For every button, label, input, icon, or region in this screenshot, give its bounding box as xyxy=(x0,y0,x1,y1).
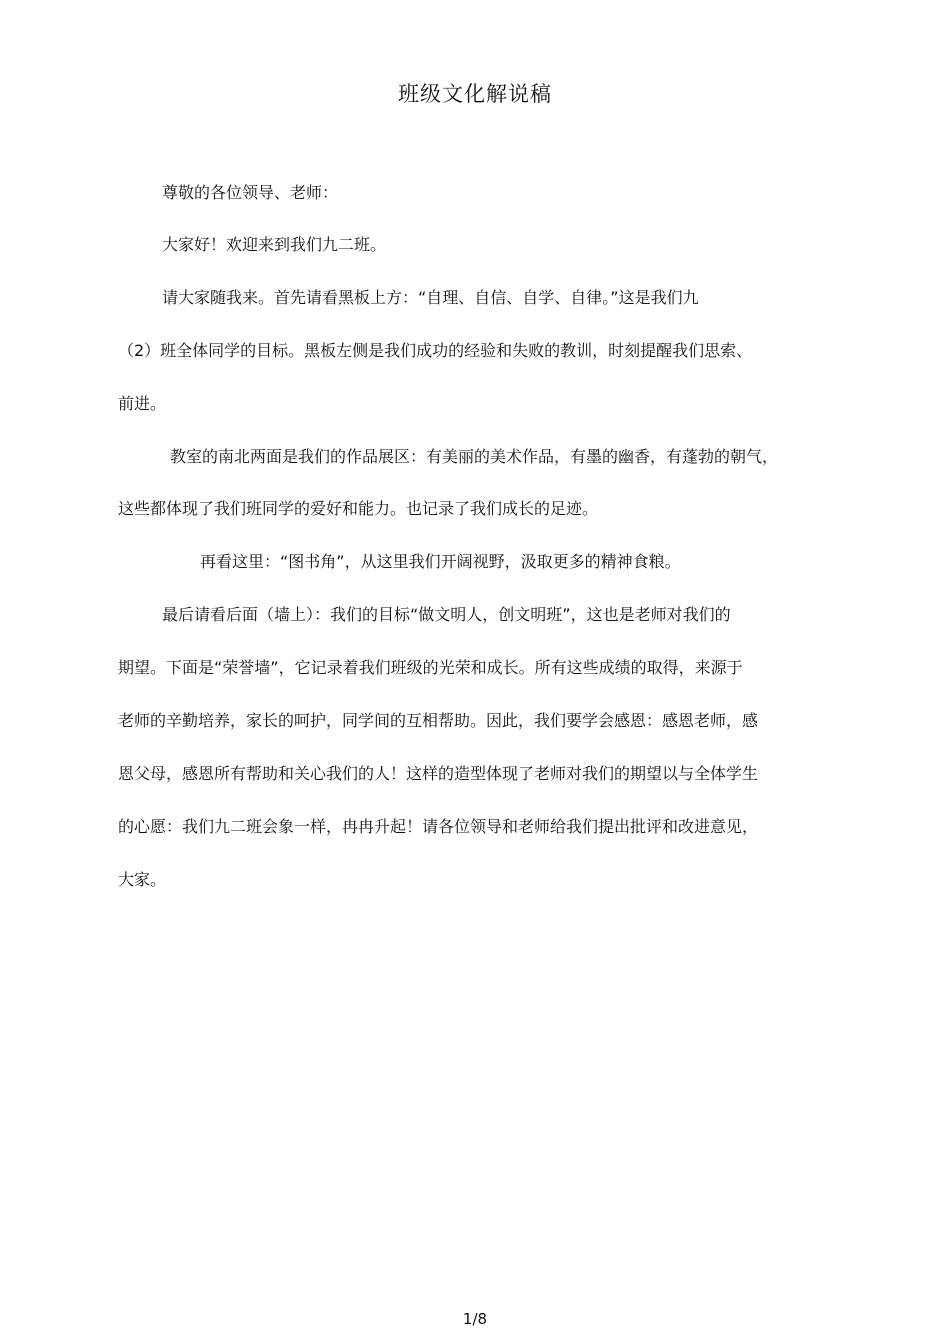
paragraph-line: （2）班全体同学的目标。黑板左侧是我们成功的经验和失败的教训，时刻提醒我们思索、 xyxy=(118,341,753,360)
paragraph-line: 请大家随我来。首先请看黑板上方：“自理、自信、自学、自律。”这是我们九 xyxy=(162,288,699,307)
document-title: 班级文化解说稿 xyxy=(398,82,552,106)
paragraph-line: 这些都体现了我们班同学的爱好和能力。也记录了我们成长的足迹。 xyxy=(118,499,599,518)
paragraph-line: 老师的辛勤培养，家长的呵护，同学间的互相帮助。因此，我们要学会感恩：感恩老师，感 xyxy=(118,711,759,730)
paragraph-line: 前进。 xyxy=(118,394,167,413)
paragraph-line: 期望。下面是“荣誉墙”，它记录着我们班级的光荣和成长。所有这些成绩的取得，来源于 xyxy=(118,658,743,677)
paragraph-line: 的心愿：我们九二班会象一样，冉冉升起！请各位领导和老师给我们提出批评和改进意见， xyxy=(118,817,759,836)
paragraph-line: 最后请看后面（墙上）：我们的目标“做文明人，创文明班”，这也是老师对我们的 xyxy=(162,605,731,624)
paragraph-line: 大家。 xyxy=(118,870,167,889)
salutation: 尊敬的各位领导、老师： xyxy=(162,183,339,202)
greeting: 大家好！欢迎来到我们九二班。 xyxy=(162,235,387,254)
page-number: 1/8 xyxy=(462,1310,488,1328)
paragraph-line: 再看这里：“图书角”，从这里我们开阔视野，汲取更多的精神食粮。 xyxy=(200,552,681,571)
paragraph-line: 恩父母，感恩所有帮助和关心我们的人！这样的造型体现了老师对我们的期望以与全体学生 xyxy=(118,764,759,783)
paragraph-line: 教室的南北两面是我们的作品展区：有美丽的美术作品，有墨的幽香，有蓬勃的朝气， xyxy=(170,447,779,466)
